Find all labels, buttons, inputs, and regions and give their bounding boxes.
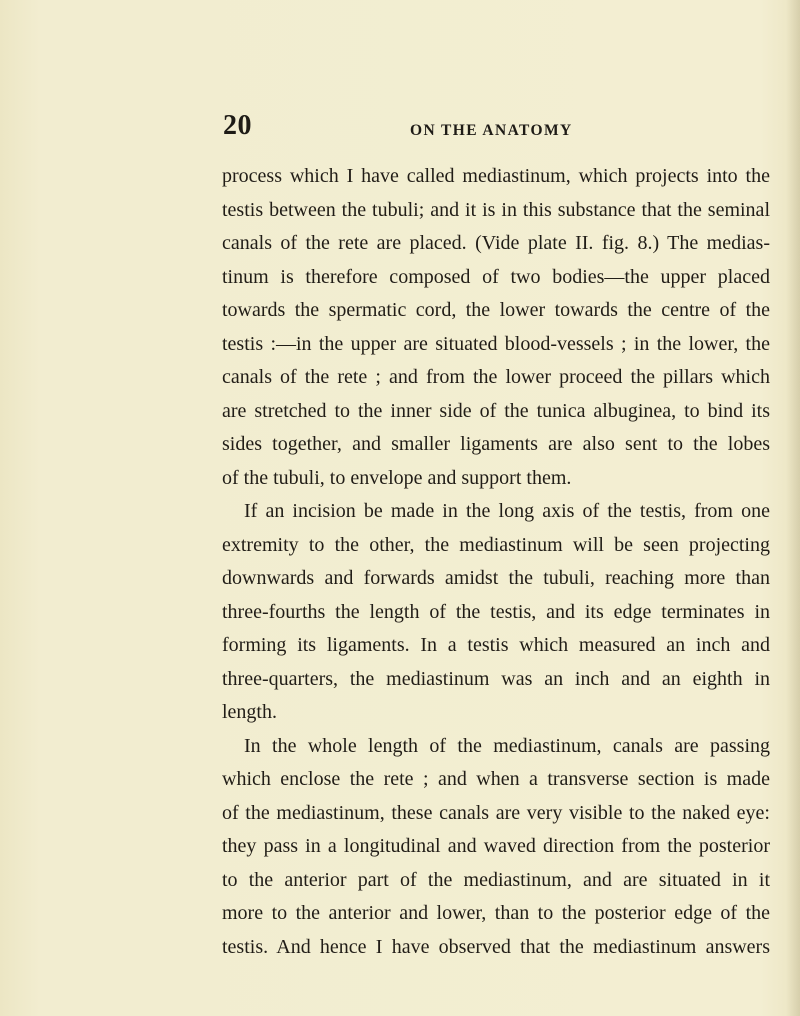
text-line: sides together, and smaller ligaments are also sent to the lobes [222,433,770,455]
text-line: they pass in a longitudinal and waved direction from the posterior [222,835,770,857]
text-line: which enclose the rete ; and when a transverse section is made [222,768,770,790]
page-edge-shadow [786,0,800,1016]
text-line: three-quarters, the mediastinum was an inch and an eighth in [222,667,770,690]
text-line: process which I have called mediastinum, which projects into the [222,165,770,187]
text-line: tinum is therefore composed of two bodies—the upper placed [222,265,770,288]
page-number: 20 [223,110,252,141]
paragraph-start-line: In the whole length of the mediastinum, canals are passing [244,734,770,757]
running-title: ON THE ANATOMY [410,122,573,139]
text-line: testis :—in the upper are situated blood-vessels ; in the lower, the [222,332,770,355]
text-line: downwards and forwards amidst the tubuli, reaching more than [222,567,770,589]
text-line: to the anterior part of the mediastinum, and are situated in it [222,868,770,891]
running-head [223,104,763,144]
body-text [222,160,770,964]
text-line: towards the spermatic cord, the lower towards the centre of the [222,299,770,321]
text-line: are stretched to the inner side of the tunica albuginea, to bind its [222,399,770,422]
text-line: length. [222,701,277,723]
text-line: canals of the rete ; and from the lower proceed the pillars which [222,366,770,388]
text-line: more to the anterior and lower, than to the posterior edge of the [222,902,770,924]
text-line: three-fourths the length of the testis, and its edge terminates in [222,600,770,623]
text-line: of the tubuli, to envelope and support them. [222,466,572,489]
text-line: of the mediastinum, these canals are very visible to the naked eye: [222,801,770,824]
text-line: canals of the rete are placed. (Vide plate II. fig. 8.) The medias- [222,232,770,254]
text-line: testis between the tubuli; and it is in this substance that the seminal [222,198,770,221]
paragraph-start-line: If an incision be made in the long axis of the testis, from one [244,500,770,522]
text-line: testis. And hence I have observed that the mediastinum answers [222,935,770,958]
text-line: forming its ligaments. In a testis which measured an inch and [222,634,770,656]
text-line: extremity to the other, the mediastinum will be seen projecting [222,533,770,556]
